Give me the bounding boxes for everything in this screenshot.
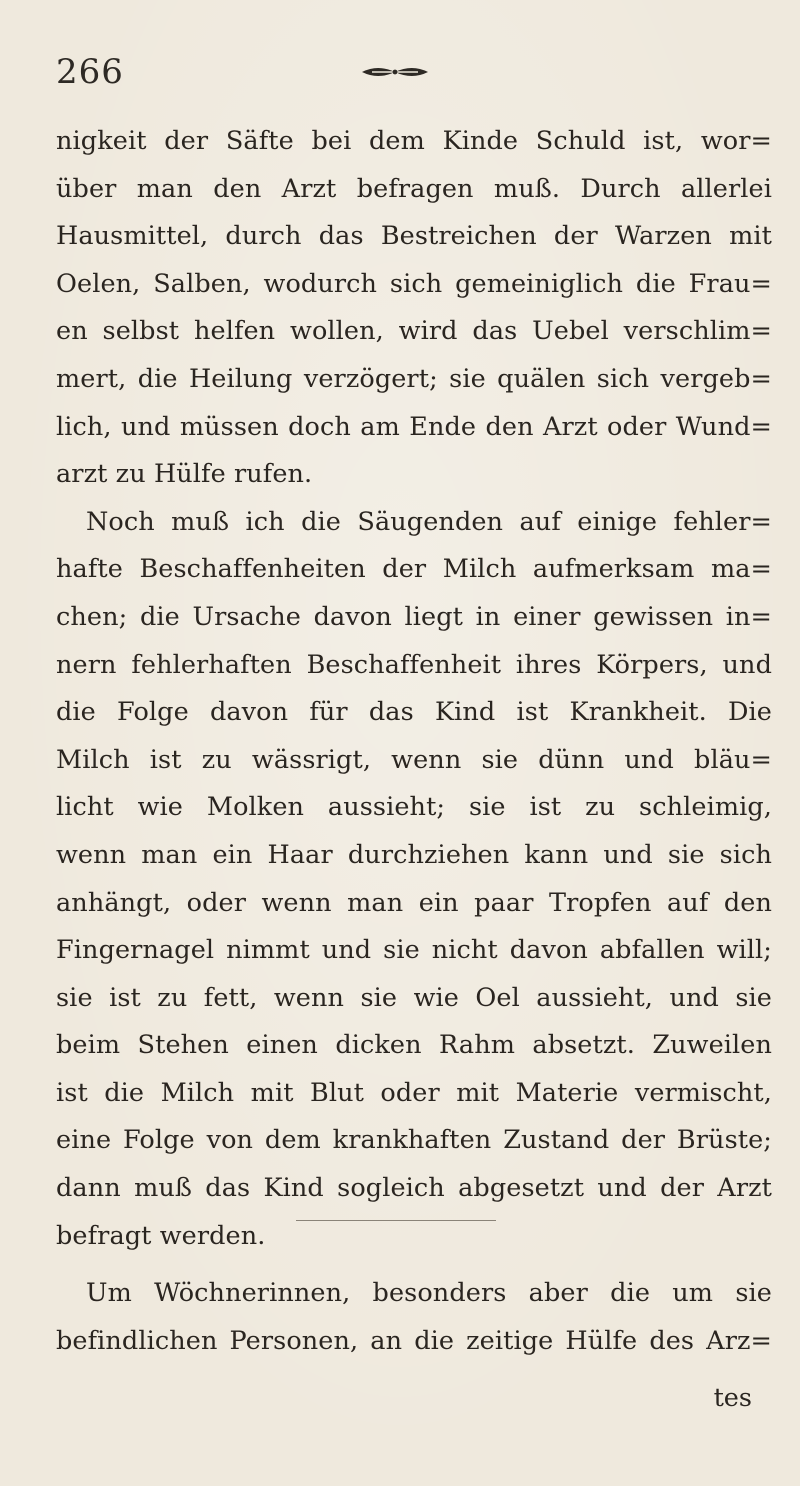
text-line: Fingernagel nimmt und sie nicht davon abfallen will; xyxy=(56,935,772,966)
text-line: licht wie Molken aussieht; sie ist zu schleimig, xyxy=(56,792,772,823)
text-line: chen; die Ursache davon liegt in einer gewissen in= xyxy=(56,601,772,632)
printers-ornament-icon xyxy=(360,62,430,82)
text-line: hafte Beschaffenheiten der Milch aufmerksam ma= xyxy=(56,554,772,585)
text-line: mert, die Heilung verzögert; sie quälen sich vergeb= xyxy=(56,363,772,394)
page-number: 266 xyxy=(56,52,124,92)
text-line: Oelen, Salben, wodurch sich gemeiniglich die Frau= xyxy=(56,268,772,299)
second-paragraph xyxy=(56,1270,772,1365)
text-line: Hausmittel, durch das Bestreichen der Warzen mit xyxy=(56,221,772,252)
text-line: über man den Arzt befragen muß. Durch allerlei xyxy=(56,173,772,204)
text-line: lich, und müssen doch am Ende den Arzt oder Wund= xyxy=(56,411,772,442)
text-line: anhängt, oder wenn man ein paar Tropfen auf den xyxy=(56,887,772,918)
text-line: ist die Milch mit Blut oder mit Materie vermischt, xyxy=(56,1077,772,1108)
text-line: beim Stehen einen dicken Rahm absetzt. Zuweilen xyxy=(56,1030,772,1061)
text-line: Noch muß ich die Säugenden auf einige fehler= xyxy=(86,506,772,537)
section-divider xyxy=(296,1220,496,1221)
main-text xyxy=(56,118,772,1260)
text-line: en selbst helfen wollen, wird das Uebel verschlim= xyxy=(56,316,772,347)
text-line: Milch ist zu wässrigt, wenn sie dünn und bläu= xyxy=(56,744,772,775)
text-line: wenn man ein Haar durchziehen kann und sie sich xyxy=(56,839,772,870)
text-line: nigkeit der Säfte bei dem Kinde Schuld ist, wor= xyxy=(56,126,772,156)
text-line: eine Folge von dem krankhaften Zustand der Brüste; xyxy=(56,1125,772,1156)
text-line: Um Wöchnerinnen, besonders aber die um sie xyxy=(86,1278,772,1308)
text-line: die Folge davon für das Kind ist Krankheit. Die xyxy=(56,697,772,728)
text-line: befragt werden. xyxy=(56,1220,266,1251)
catchword: tes xyxy=(713,1383,752,1413)
text-line: befindlichen Personen, an die zeitige Hülfe des Arz= xyxy=(56,1325,772,1356)
text-line: nern fehlerhaften Beschaffenheit ihres Körpers, und xyxy=(56,649,772,680)
text-line: dann muß das Kind sogleich abgesetzt und der Arzt xyxy=(56,1173,772,1204)
text-line: arzt zu Hülfe rufen. xyxy=(56,459,313,490)
text-line: sie ist zu fett, wenn sie wie Oel aussieht, und sie xyxy=(56,982,772,1013)
